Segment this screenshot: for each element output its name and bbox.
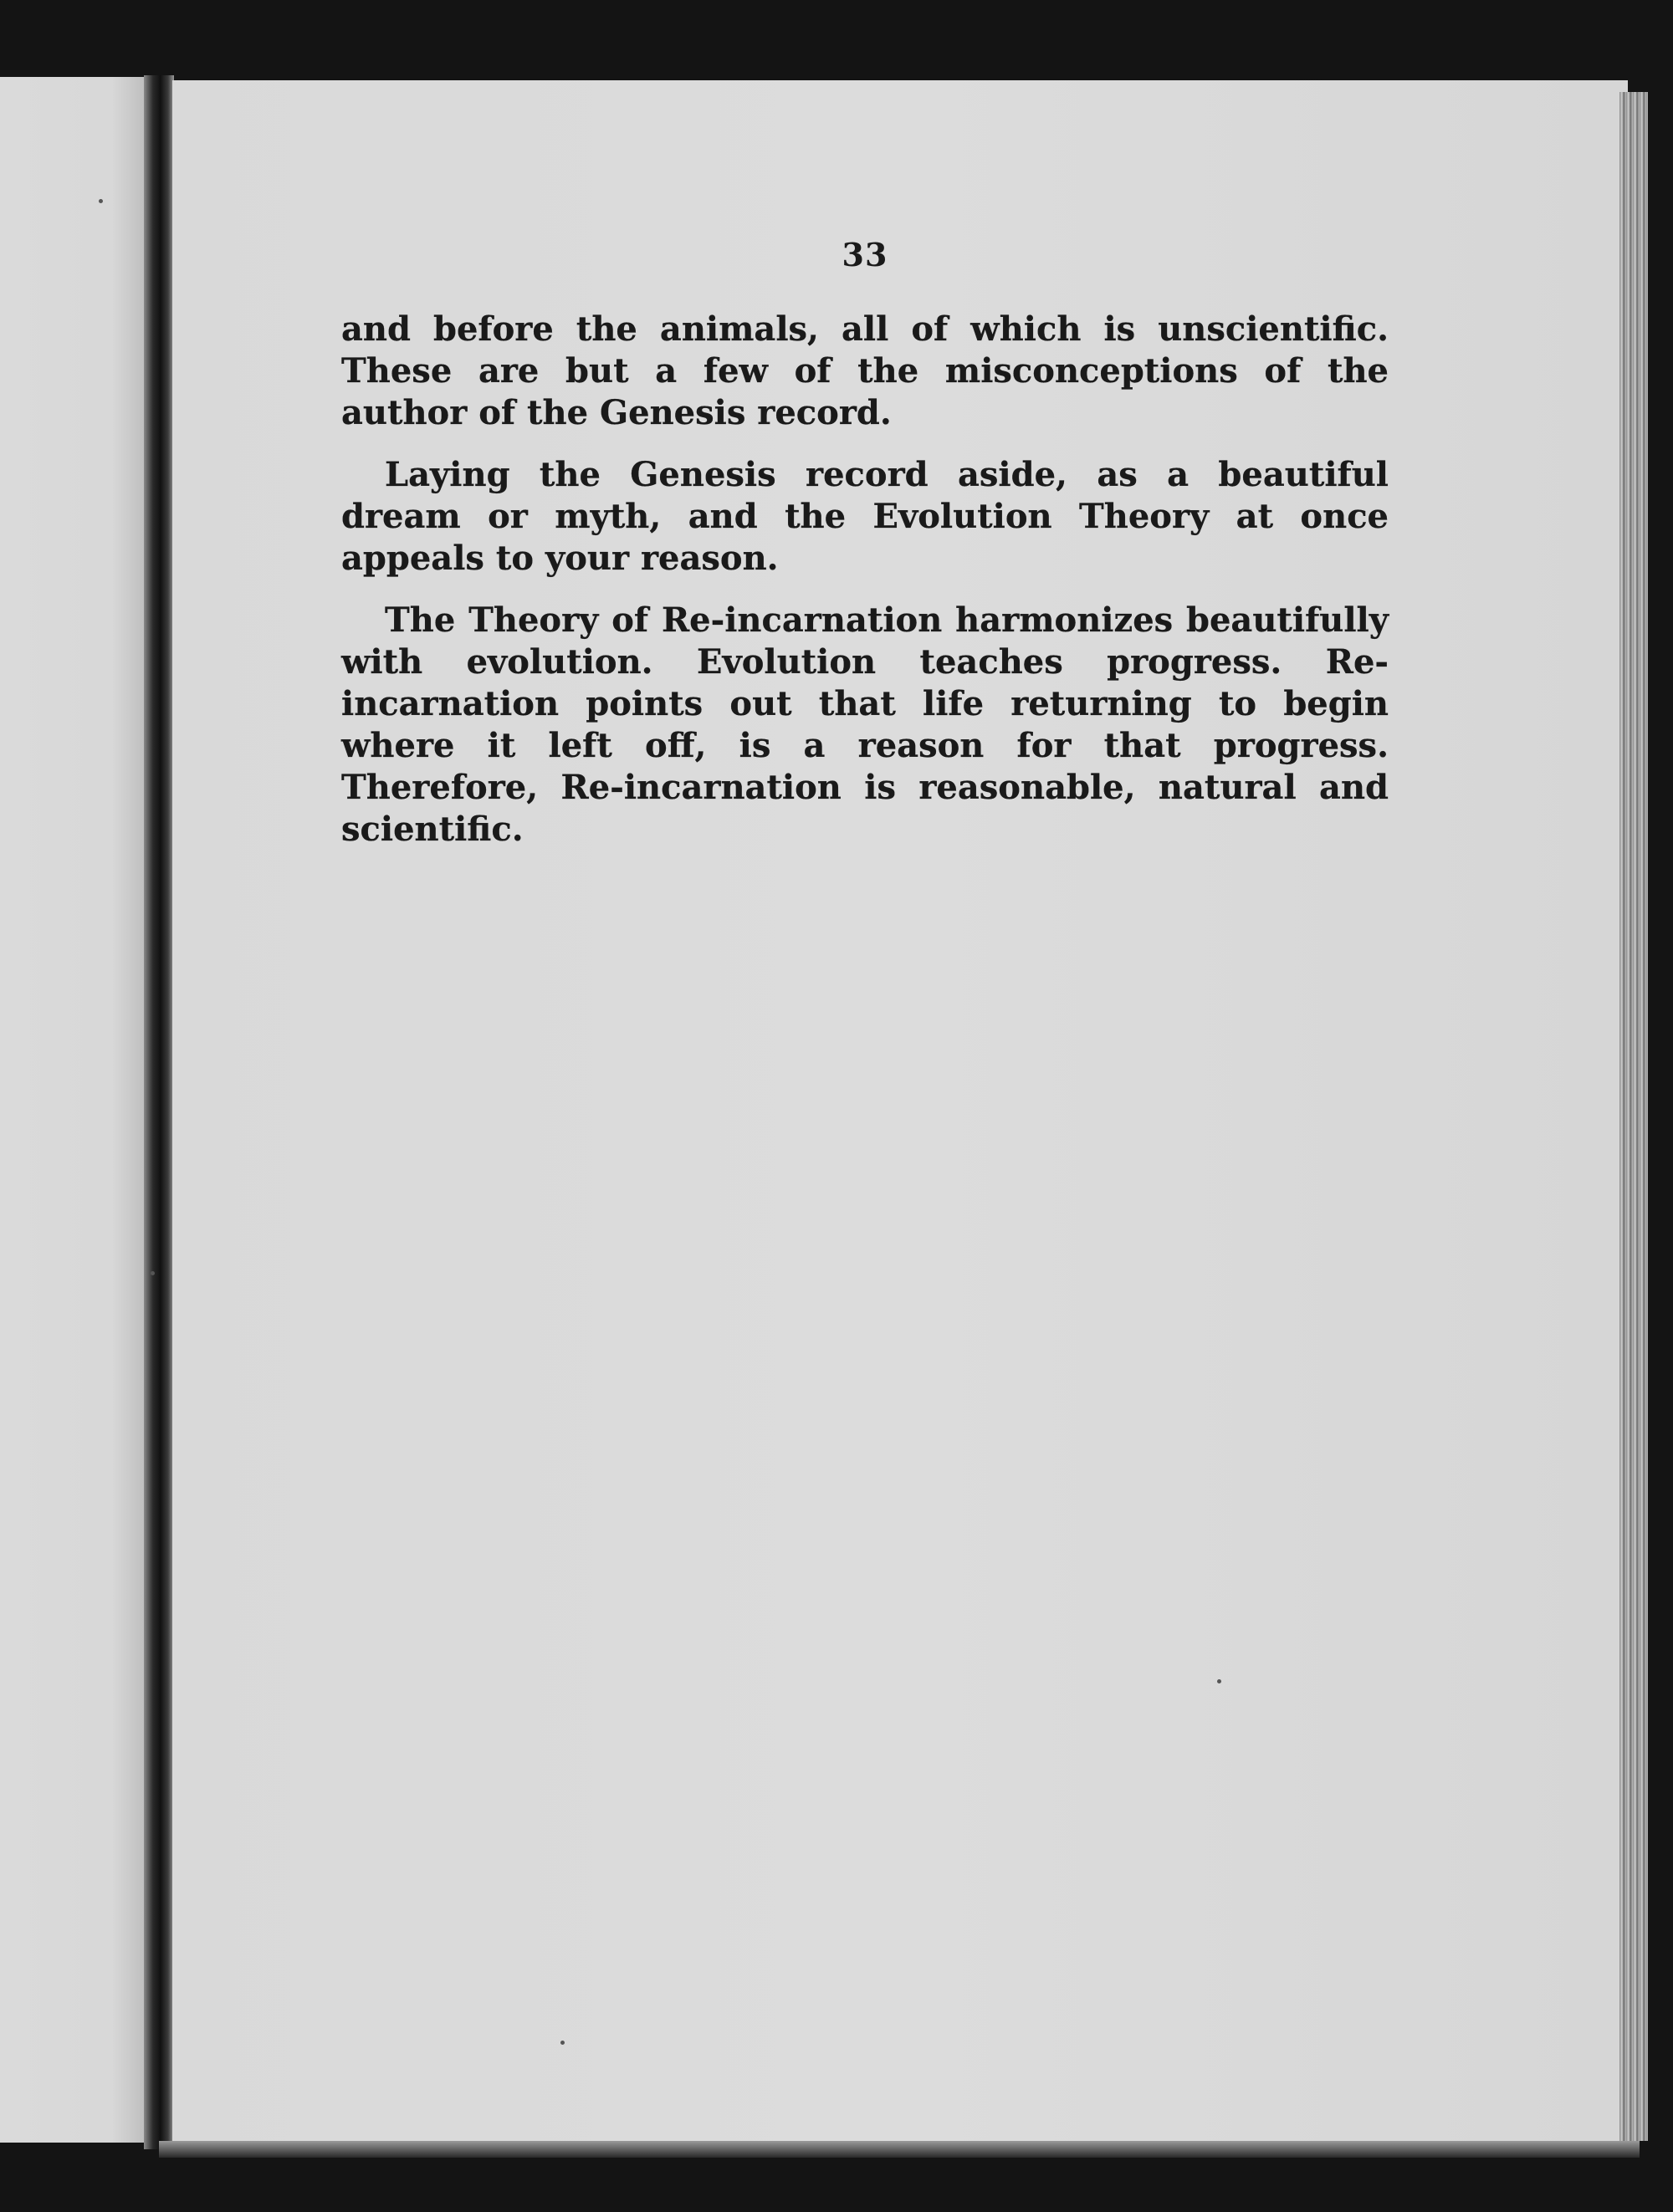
dust-speck: [99, 199, 103, 203]
previous-page-edge: [0, 77, 149, 2143]
paragraph-3: The Theory of Re-incarnation harmonizes beautifully with evolution. Evolution teaches progress. Re-incarnation points out that life returning to begin where it left off, is a reason for that progress. Therefore, Re-incarnation is reasonable, natural and scientific.: [341, 600, 1389, 849]
page-text-block: [341, 236, 1389, 871]
page-number: 33: [842, 236, 888, 273]
page-stack-edge: [1619, 92, 1648, 2141]
paragraph-1: and before the animals, all of which is unscientific. These are but a few of the misconceptions of the author of the Genesis record.: [341, 309, 1389, 432]
dust-speck: [1217, 1679, 1221, 1683]
dust-speck: [560, 2041, 565, 2045]
page-bottom-edge: [159, 2141, 1640, 2158]
paragraph-2: Laying the Genesis record aside, as a beautiful dream or myth, and the Evolution Theory at once appeals to your reason.: [341, 455, 1389, 578]
book-gutter: [144, 75, 174, 2149]
dust-speck: [151, 1271, 155, 1275]
